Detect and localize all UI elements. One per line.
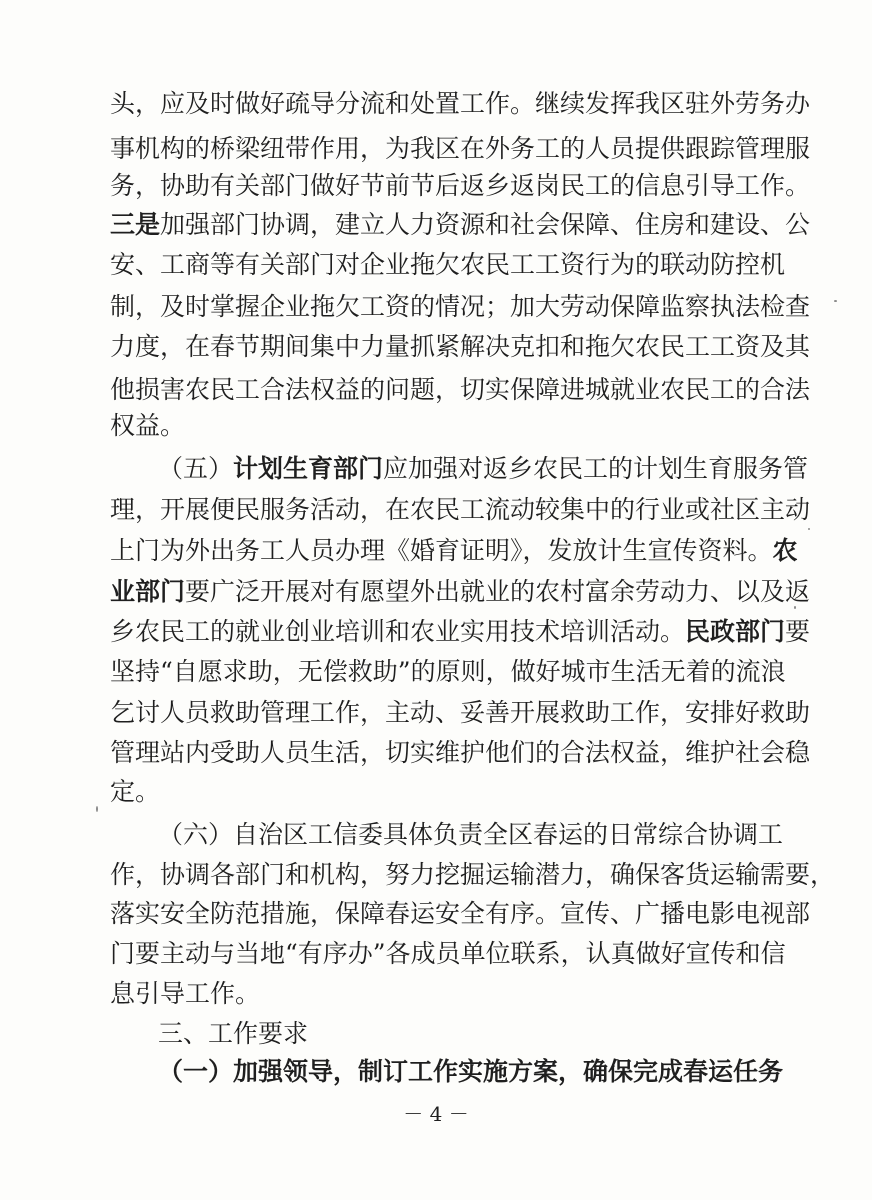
text-run: （五） xyxy=(158,454,234,483)
bold-phrase: 计划生育部门 xyxy=(233,454,384,483)
paragraph-line: 门要主动与当地“有序办”各成员单位联系，认真做好宣传和信 xyxy=(110,939,786,968)
text-run: 应加强对返乡农民工的计划生育服务管 xyxy=(383,454,809,483)
paragraph-line xyxy=(110,205,811,245)
paragraph-line: 定。 xyxy=(110,777,161,806)
bold-phrase: 业部门 xyxy=(110,577,186,606)
text-run: 乡农民工的就业创业培训和农业实用技术培训活动。 xyxy=(110,617,686,646)
paragraph-line xyxy=(110,572,811,612)
bold-phrase: 民政部门 xyxy=(685,617,786,646)
paragraph-line: 息引导工作。 xyxy=(110,979,261,1008)
paragraph-line: 安、工商等有关部门对企业拖欠农民工工资行为的联动防控机 xyxy=(110,250,786,279)
paragraph-line xyxy=(110,612,811,652)
bold-phrase: 三是 xyxy=(110,210,161,239)
text-run: 要广泛开展对有愿望外出就业的农村富余劳动力、以及返 xyxy=(185,577,811,606)
scan-speck xyxy=(96,806,98,812)
scan-speck xyxy=(808,528,810,530)
paragraph-line xyxy=(110,531,798,571)
scan-speck xyxy=(794,606,796,609)
paragraph-line: 理，开展便民服务活动，在农民工流动较集中的行业或社区主动 xyxy=(110,495,811,524)
text-run: 上门为外出务工人员办理《婚育证明》，发放计生宣传资料。 xyxy=(110,536,773,565)
text-run: 加强部门协调，建立人力资源和社会保障、住房和建设、公 xyxy=(160,210,811,239)
scan-speck xyxy=(834,300,837,302)
paragraph-line: 乞讨人员救助管理工作，主动、妥善开展救助工作，安排好救助 xyxy=(110,698,811,727)
paragraph-line: 落实安全防范措施，保障春运安全有序。宣传、广播电影电视部 xyxy=(110,899,811,928)
paragraph-line: 务，协助有关部门做好节前节后返乡返岗民工的信息引导工作。 xyxy=(110,171,811,200)
paragraph-line xyxy=(158,449,809,489)
subheading: （一）加强领导，制订工作实施方案，确保完成春运任务 xyxy=(158,1057,784,1086)
paragraph-line: 头，应及时做好疏导分流和处置工作。继续发挥我区驻外劳务办 xyxy=(110,89,811,118)
paragraph-line: 管理站内受助人员生活，切实维护他们的合法权益，维护社会稳 xyxy=(110,738,811,767)
section-heading: 三、工作要求 xyxy=(158,1019,309,1048)
paragraph-line: 制，及时掌握企业拖欠工资的情况；加大劳动保障监察执法检查 xyxy=(110,292,811,321)
bold-phrase: 农 xyxy=(772,536,798,565)
paragraph-line: 他损害农民工合法权益的问题，切实保障进城就业农民工的合法 xyxy=(110,375,811,404)
paragraph-line: （六）自治区工信委具体负责全区春运的日常综合协调工 xyxy=(158,820,784,849)
text-run: 要 xyxy=(785,617,811,646)
paragraph-line: 权益。 xyxy=(110,411,186,440)
paragraph-line: 作，协调各部门和机构，努力挖掘运输潜力，确保客货运输需要， xyxy=(110,860,836,889)
paragraph-line: 坚持“自愿求助，无偿救助”的原则，做好城市生活无着的流浪 xyxy=(110,657,786,686)
page-number: － 4 － xyxy=(403,1102,469,1126)
paragraph-line: 力度，在春节期间集中力量抓紧解决克扣和拖欠农民工工资及其 xyxy=(110,332,811,361)
paragraph-line: 事机构的桥梁纽带作用，为我区在外务工的人员提供跟踪管理服 xyxy=(110,134,811,163)
